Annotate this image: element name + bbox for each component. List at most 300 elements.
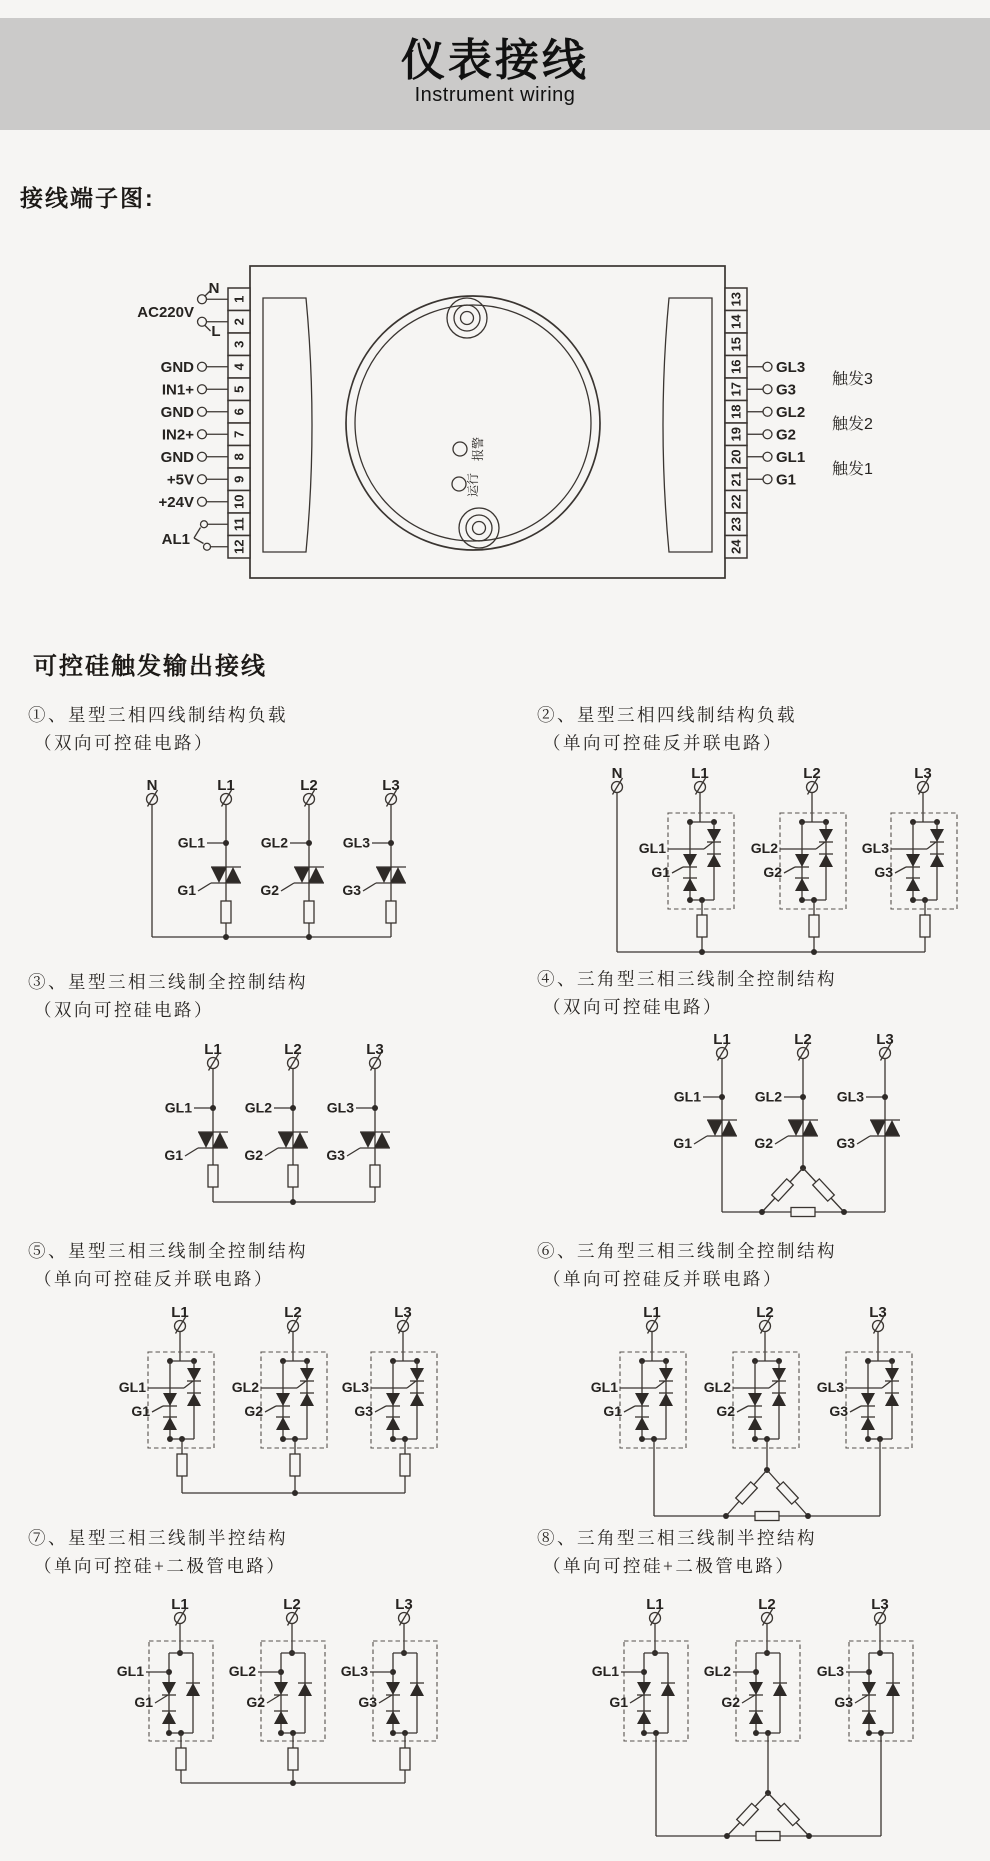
g-label: G2 <box>721 1694 740 1710</box>
terminal-number: 8 <box>231 453 247 461</box>
load-resistor-icon <box>736 1482 758 1504</box>
junction-dot <box>811 949 817 955</box>
terminal-number: 18 <box>728 404 744 419</box>
gl-label: GL1 <box>177 834 205 851</box>
terminal-number: 11 <box>231 517 247 532</box>
g-label: G3 <box>836 1135 855 1151</box>
scr-icon <box>386 1393 400 1406</box>
scr-icon <box>906 854 920 867</box>
junction-dot <box>290 1780 296 1786</box>
junction-dot <box>805 1513 811 1519</box>
gate-wire <box>775 1136 788 1144</box>
phase-label: L2 <box>300 777 318 794</box>
diode-icon <box>386 1711 400 1724</box>
diode-icon <box>163 1417 177 1430</box>
terminal-label: GND <box>160 403 194 421</box>
g-label: G3 <box>829 1403 848 1419</box>
meter-body-inner-circle <box>355 305 591 541</box>
terminal-number: 24 <box>728 539 744 554</box>
terminal-label-ac220v: AC220V <box>137 304 194 321</box>
page-header <box>0 18 990 130</box>
load-resistor-icon <box>791 1208 815 1217</box>
gate-wire <box>265 1406 276 1412</box>
triac-icon <box>308 867 324 883</box>
gate-wire <box>694 1136 707 1144</box>
module-box <box>668 813 734 909</box>
gate-wire <box>265 1148 278 1156</box>
circuit-5-diagram <box>90 1298 470 1503</box>
circuit-3-subtitle: （双向可控硅电路） <box>34 1000 214 1020</box>
module-box <box>371 1352 437 1448</box>
triac-icon <box>198 1132 214 1148</box>
terminal-number: 14 <box>728 314 744 329</box>
phase-label: L3 <box>871 1596 889 1613</box>
g-label: G1 <box>164 1147 183 1163</box>
junction-dot <box>799 897 805 903</box>
gl-label: GL3 <box>816 1379 844 1395</box>
diode-icon <box>707 854 721 867</box>
module-box <box>891 813 957 909</box>
triac-icon <box>802 1120 818 1136</box>
gate-wire <box>407 1381 416 1388</box>
phase-label: L2 <box>803 765 821 782</box>
phase-label: L3 <box>914 765 932 782</box>
load-resistor-icon <box>697 915 707 937</box>
top-screw-icon <box>461 312 474 325</box>
pin-circle-icon <box>763 430 772 439</box>
circuit-3-title: ③、星型三相三线制全控制结构 <box>28 972 308 992</box>
pin-circle-icon <box>198 475 207 484</box>
diode-icon <box>748 1417 762 1430</box>
junction-dot <box>639 1436 645 1442</box>
triac-icon <box>870 1120 886 1136</box>
gl-label: GL3 <box>861 840 889 856</box>
circuit-1-subtitle: （双向可控硅电路） <box>34 733 214 753</box>
resistor-rect <box>778 1803 800 1825</box>
diode-icon <box>274 1711 288 1724</box>
phase-label: L2 <box>283 1596 301 1613</box>
scr-icon <box>635 1393 649 1406</box>
tick <box>205 325 211 331</box>
scr-icon <box>162 1682 176 1695</box>
diode-icon <box>906 878 920 891</box>
instrument-body-outline <box>250 266 725 578</box>
circuit-7-subtitle: （单向可控硅+二极管电路） <box>34 1556 287 1576</box>
terminal-number: 12 <box>231 539 247 554</box>
circuit-6-subtitle: （单向可控硅反并联电路） <box>543 1269 783 1289</box>
diode-icon <box>862 1711 876 1724</box>
module-box <box>261 1641 325 1741</box>
gl-label: GL1 <box>638 840 666 856</box>
gl-label: GL1 <box>590 1379 618 1395</box>
load-resistor-icon <box>400 1748 410 1770</box>
module-box <box>149 1641 213 1741</box>
module-box <box>624 1641 688 1741</box>
pin-circle-icon <box>198 385 207 394</box>
load-resistor-icon <box>756 1832 780 1841</box>
terminal-number: 16 <box>728 359 744 374</box>
junction-dot <box>910 897 916 903</box>
gate-wire <box>784 867 795 873</box>
gate-wire <box>363 883 376 891</box>
diode-icon <box>749 1711 763 1724</box>
gate-wire <box>297 1381 306 1388</box>
led-run-label: 运行 <box>466 472 480 498</box>
scr-icon <box>274 1682 288 1695</box>
gl-label: GL3 <box>836 1088 864 1105</box>
gl-label: GL2 <box>260 834 288 851</box>
triac-icon <box>390 867 406 883</box>
junction-dot <box>719 1094 725 1100</box>
terminal-number: 5 <box>231 385 247 393</box>
diode-icon <box>659 1393 673 1406</box>
resistor-rect <box>736 1482 758 1504</box>
left-connector-outline <box>263 298 312 552</box>
phase-label: L2 <box>284 1304 302 1321</box>
scr-icon <box>276 1393 290 1406</box>
g-label: G3 <box>342 882 361 898</box>
resistor-rect <box>737 1803 759 1825</box>
terminal-number: 23 <box>728 517 744 532</box>
gate-wire <box>895 867 906 873</box>
module-box <box>733 1352 799 1448</box>
load-resistor-icon <box>813 1179 835 1201</box>
output-section-heading: 可控硅触发输出接线 <box>33 653 267 680</box>
circuit-4-subtitle: （双向可控硅电路） <box>543 997 723 1017</box>
terminal-number: 6 <box>231 408 247 416</box>
terminal-label-n: N <box>208 280 220 297</box>
terminal-number: 9 <box>231 475 247 483</box>
gl-label: GL2 <box>231 1379 259 1395</box>
gate-wire <box>630 1695 643 1703</box>
scr-icon <box>707 829 721 842</box>
triac-icon <box>294 867 310 883</box>
phase-label: L1 <box>691 765 709 782</box>
load-resistor-icon <box>370 1165 380 1187</box>
junction-dot <box>699 949 705 955</box>
junction-dot <box>841 1209 847 1215</box>
gl-label: GL2 <box>754 1088 782 1105</box>
terminal-number: 2 <box>231 318 247 326</box>
scr-icon <box>862 1682 876 1695</box>
diode-icon <box>410 1683 424 1696</box>
circuit-4-title: ④、三角型三相三线制全控制结构 <box>537 969 837 989</box>
terminal-number: 3 <box>231 340 247 348</box>
circuit-2-diagram <box>560 762 980 962</box>
pin-circle-icon <box>763 385 772 394</box>
phase-label: L1 <box>171 1596 189 1613</box>
pin-circle-icon <box>763 475 772 484</box>
gate-wire <box>375 1406 386 1412</box>
circuit-2-subtitle: （单向可控硅反并联电路） <box>543 733 783 753</box>
gate-wire <box>850 1406 861 1412</box>
gl-label: GL2 <box>703 1663 731 1679</box>
bottom-screw-icon <box>466 515 492 541</box>
junction-dot <box>167 1436 173 1442</box>
gate-wire <box>267 1695 280 1703</box>
junction-dot <box>210 1105 216 1111</box>
terminal-label: IN2+ <box>161 426 194 444</box>
diode-icon <box>276 1417 290 1430</box>
circuit-1-title: ①、星型三相四线制结构负载 <box>28 705 288 725</box>
terminal-number: 19 <box>728 427 744 442</box>
phase-label: L3 <box>366 1041 384 1058</box>
instrument-outline <box>250 266 725 578</box>
g-label: G2 <box>244 1147 263 1163</box>
load-resistor-icon <box>755 1512 779 1521</box>
terminal-number: 13 <box>728 292 744 307</box>
module-box <box>780 813 846 909</box>
contact-circle-icon <box>204 543 211 550</box>
scr-icon <box>300 1368 314 1381</box>
load-resistor-icon <box>290 1454 300 1476</box>
diode-icon <box>386 1417 400 1430</box>
phase-label: L3 <box>394 1304 412 1321</box>
module-box <box>261 1352 327 1448</box>
terminal-number: 17 <box>728 382 744 397</box>
phase-label: L3 <box>395 1596 413 1613</box>
scr-icon <box>819 829 833 842</box>
page-subtitle: Instrument wiring <box>414 84 576 106</box>
load-resistor-icon <box>809 915 819 937</box>
diode-icon <box>186 1683 200 1696</box>
gate-wire <box>769 1381 778 1388</box>
scr-icon <box>930 829 944 842</box>
terminal-section-heading: 接线端子图: <box>20 185 155 211</box>
phase-label: L2 <box>794 1031 812 1048</box>
gate-wire <box>185 1148 198 1156</box>
gate-wire <box>184 1381 193 1388</box>
gate-wire <box>882 1381 891 1388</box>
terminal-label: G2 <box>776 426 797 444</box>
gate-wire <box>737 1406 748 1412</box>
bottom-screw-icon <box>473 522 486 535</box>
bottom-screw-icon <box>459 508 499 548</box>
diode-icon <box>819 854 833 867</box>
terminal-number: 21 <box>728 472 744 487</box>
g-label: G2 <box>763 864 782 880</box>
diode-icon <box>410 1393 424 1406</box>
terminal-number: 10 <box>231 494 247 509</box>
g-label: G3 <box>326 1147 345 1163</box>
terminal-label-al1: AL1 <box>161 531 190 548</box>
terminal-label: GND <box>160 358 194 376</box>
gl-label: GL3 <box>340 1663 368 1679</box>
triac-icon <box>707 1120 723 1136</box>
load-resistor-icon <box>288 1165 298 1187</box>
scr-icon <box>637 1682 651 1695</box>
g-label: G2 <box>754 1135 773 1151</box>
scr-icon <box>885 1368 899 1381</box>
gl-label: GL2 <box>244 1099 272 1116</box>
right-connector-outline <box>663 298 712 552</box>
circuit-5-subtitle: （单向可控硅反并联电路） <box>34 1269 274 1289</box>
gl-label: GL3 <box>816 1663 844 1679</box>
junction-dot <box>390 1436 396 1442</box>
gl-label: GL1 <box>673 1088 701 1105</box>
g-label: G1 <box>651 864 670 880</box>
diode-icon <box>795 878 809 891</box>
phase-label: L1 <box>646 1596 664 1613</box>
junction-dot <box>390 1730 396 1736</box>
diode-icon <box>861 1417 875 1430</box>
junction-dot <box>280 1436 286 1442</box>
g-label: G1 <box>177 882 196 898</box>
gate-wire <box>672 867 683 873</box>
scr-icon <box>795 854 809 867</box>
circuit-3-diagram <box>100 1038 460 1210</box>
diode-icon <box>162 1711 176 1724</box>
module-box <box>620 1352 686 1448</box>
load-resistor-icon <box>386 901 396 923</box>
scr-icon <box>187 1368 201 1381</box>
diode-icon <box>637 1711 651 1724</box>
terminal-number: 20 <box>728 449 744 464</box>
terminal-label: +24V <box>158 493 194 511</box>
junction-dot <box>806 1833 812 1839</box>
junction-dot <box>641 1730 647 1736</box>
gl-label: GL1 <box>116 1663 144 1679</box>
triac-icon <box>292 1132 308 1148</box>
scr-icon <box>163 1393 177 1406</box>
module-box <box>373 1641 437 1741</box>
terminal-label: GL2 <box>776 403 806 421</box>
triac-icon <box>225 867 241 883</box>
contact-blade <box>194 538 204 544</box>
triac-icon <box>212 1132 228 1148</box>
gl-label: GL1 <box>118 1379 146 1395</box>
scr-icon <box>749 1682 763 1695</box>
gate-wire <box>816 842 825 849</box>
terminal-number: 1 <box>231 295 247 303</box>
terminal-diagram <box>0 222 990 602</box>
diode-icon <box>300 1393 314 1406</box>
load-resistor-icon <box>176 1748 186 1770</box>
circuit-8-diagram <box>560 1593 990 1851</box>
circuit-5-title: ⑤、星型三相三线制全控制结构 <box>28 1241 308 1261</box>
circuit-7-diagram <box>90 1593 470 1803</box>
junction-dot <box>388 840 394 846</box>
triac-icon <box>278 1132 294 1148</box>
contact-circle-icon <box>201 521 208 528</box>
diode-icon <box>661 1683 675 1696</box>
terminal-label: GL1 <box>776 448 806 466</box>
diode-icon <box>885 1393 899 1406</box>
pin-circle-icon <box>763 452 772 461</box>
g-label: G1 <box>134 1694 153 1710</box>
module-box <box>736 1641 800 1741</box>
resistor-rect <box>813 1179 835 1201</box>
circuit-6-diagram <box>560 1298 990 1530</box>
g-label: G3 <box>874 864 893 880</box>
g-label: G2 <box>246 1694 265 1710</box>
page-title: 仪表接线 <box>401 36 589 85</box>
triac-icon <box>721 1120 737 1136</box>
circuit-6-title: ⑥、三角型三相三线制全控制结构 <box>537 1241 837 1261</box>
triac-icon <box>788 1120 804 1136</box>
module-box <box>849 1641 913 1741</box>
pin-circle-icon <box>763 407 772 416</box>
phase-label: L1 <box>171 1304 189 1321</box>
junction-dot <box>306 934 312 940</box>
terminal-annotations <box>137 280 873 558</box>
gl-label: GL1 <box>591 1663 619 1679</box>
circuit-1-diagram <box>100 768 460 948</box>
circuit-2-title: ②、星型三相四线制结构负载 <box>537 705 797 725</box>
pin-circle-icon <box>198 430 207 439</box>
g-label: G1 <box>131 1403 150 1419</box>
scr-icon <box>772 1368 786 1381</box>
junction-dot <box>223 840 229 846</box>
module-box <box>846 1352 912 1448</box>
junction-dot <box>800 1094 806 1100</box>
pin-circle-icon <box>198 407 207 416</box>
junction-dot <box>753 1730 759 1736</box>
junction-dot <box>372 1105 378 1111</box>
load-resistor-icon <box>221 901 231 923</box>
load-resistor-icon <box>208 1165 218 1187</box>
resistor-rect <box>772 1179 794 1201</box>
top-screw-icon <box>454 305 480 331</box>
junction-dot <box>306 840 312 846</box>
g-label: G3 <box>358 1694 377 1710</box>
led-alarm-label: 报警 <box>471 436 485 462</box>
load-resistor-icon <box>772 1179 794 1201</box>
junction-dot <box>866 1730 872 1736</box>
terminal-label: +5V <box>166 471 194 489</box>
diode-icon <box>187 1393 201 1406</box>
phase-label: L1 <box>204 1041 222 1058</box>
terminal-label: G3 <box>776 381 797 399</box>
phase-label: N <box>146 777 158 794</box>
phase-label: N <box>611 765 623 782</box>
phase-label: L1 <box>217 777 235 794</box>
gl-label: GL2 <box>228 1663 256 1679</box>
triac-icon <box>374 1132 390 1148</box>
circuit-4-diagram <box>560 1028 980 1223</box>
gate-wire <box>927 842 936 849</box>
load-resistor-icon <box>304 901 314 923</box>
gate-wire <box>281 883 294 891</box>
triac-icon <box>376 867 392 883</box>
scr-icon <box>683 854 697 867</box>
gl-label: GL2 <box>750 840 778 856</box>
gate-wire <box>742 1695 755 1703</box>
load-resistor-icon <box>920 915 930 937</box>
g-label: G1 <box>673 1135 692 1151</box>
gl-label: GL3 <box>341 1379 369 1395</box>
junction-dot <box>759 1209 765 1215</box>
diode-icon <box>930 854 944 867</box>
gate-wire <box>347 1148 360 1156</box>
circuit-8-subtitle: （单向可控硅+二极管电路） <box>543 1556 796 1576</box>
terminal-label: GND <box>160 448 194 466</box>
phase-label: L3 <box>382 777 400 794</box>
gl-label: GL3 <box>342 834 370 851</box>
diode-icon <box>886 1683 900 1696</box>
g-label: G2 <box>260 882 279 898</box>
g-label: G1 <box>603 1403 622 1419</box>
pin-circle-icon <box>763 362 772 371</box>
load-resistor-icon <box>737 1803 759 1825</box>
scr-icon <box>659 1368 673 1381</box>
terminal-label: GL3 <box>776 358 806 376</box>
load-resistor-icon <box>177 1454 187 1476</box>
gate-wire <box>198 883 211 891</box>
pin-circle-icon <box>198 362 207 371</box>
gate-wire <box>855 1695 868 1703</box>
scr-icon <box>748 1393 762 1406</box>
